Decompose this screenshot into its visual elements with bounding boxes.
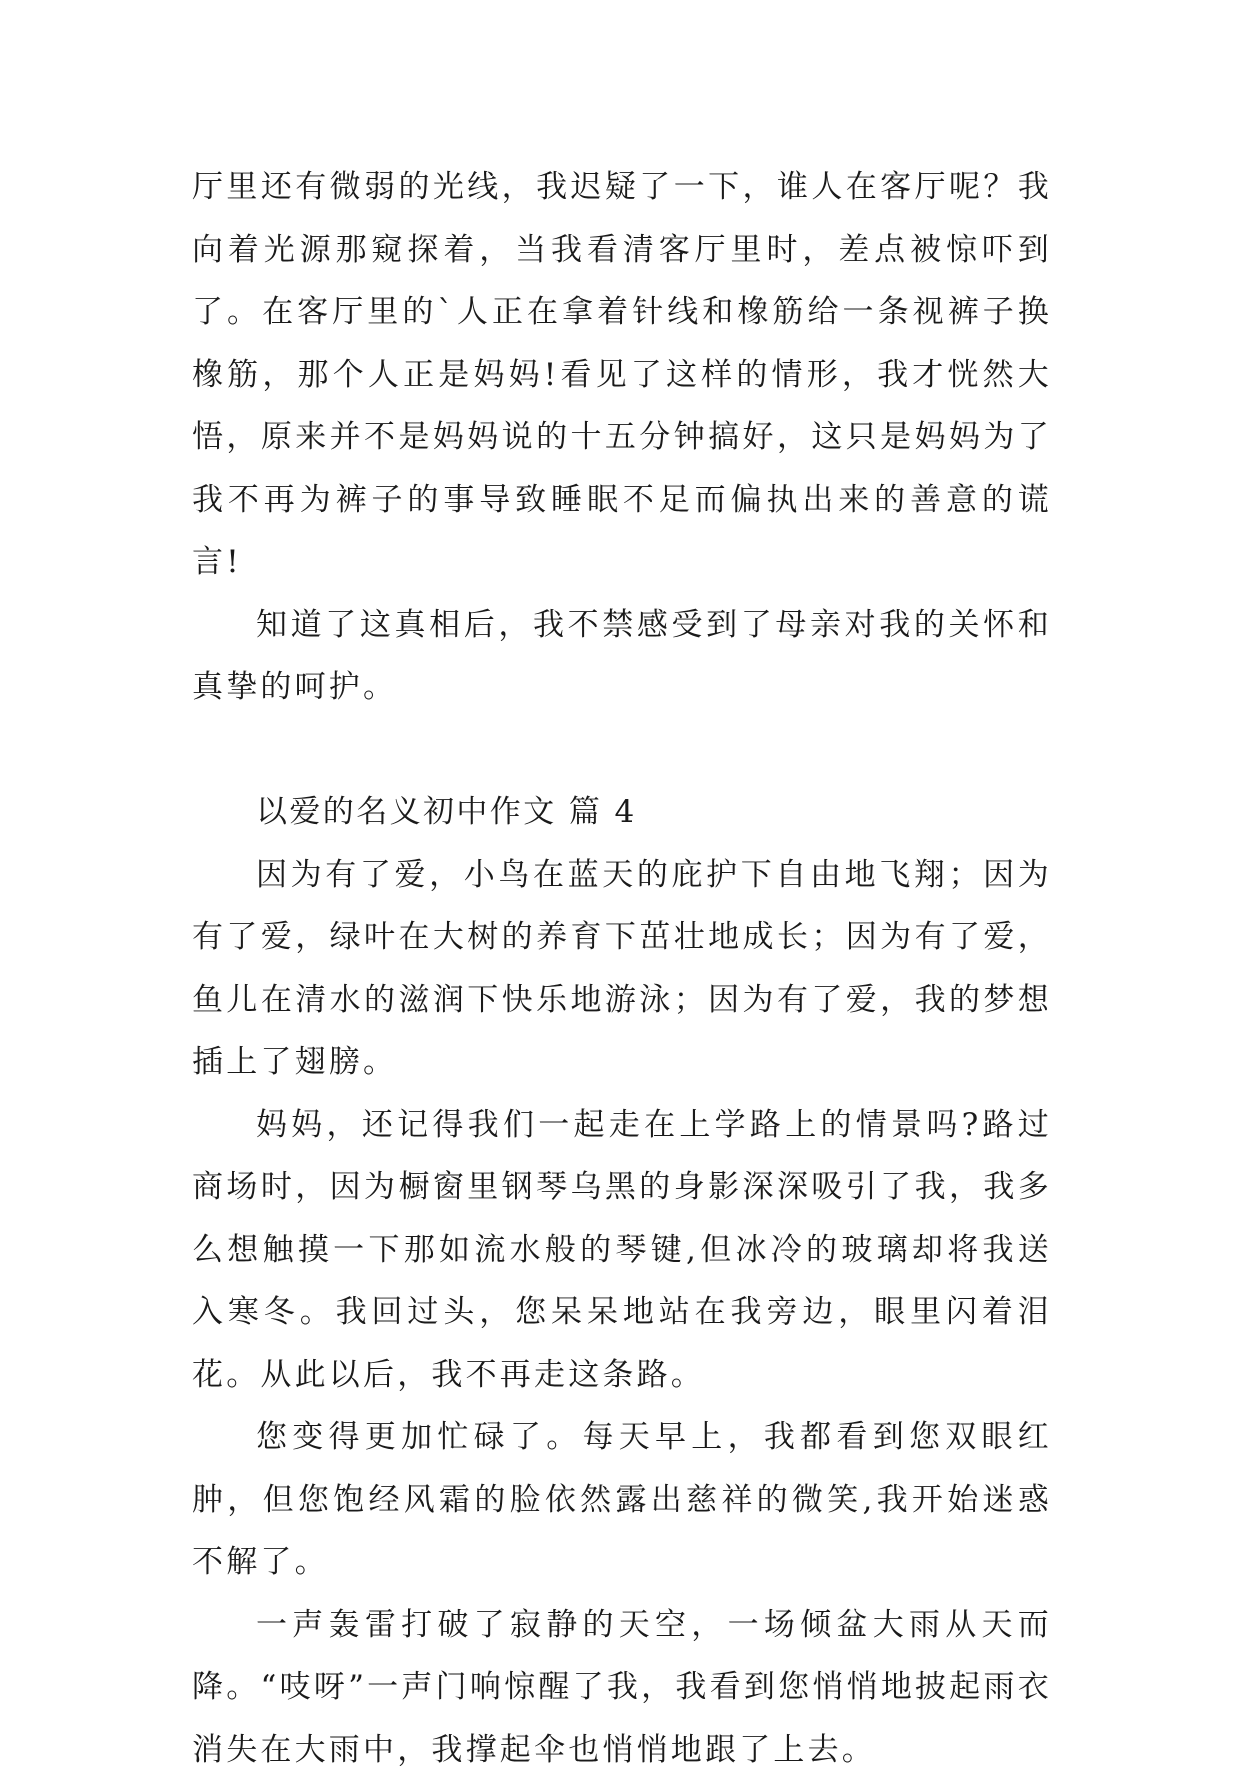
paragraph: 因为有了爱，小鸟在蓝天的庇护下自由地飞翔；因为有了爱，绿叶在大树的养育下茁壮地成长；因为有了爱，鱼儿在清水的滋润下快乐地游泳；因为有了爱，我的梦想插上了翅膀。 [192, 844, 1052, 1094]
paragraph: 厅里还有微弱的光线，我迟疑了一下，谁人在客厅呢？我向着光源那窥探着，当我看清客厅里时，差点被惊吓到了。在客厅里的`人正在拿着针线和橡筋给一条视裤子换橡筋，那个人正是妈妈!看见了这样的情形，我才恍然大悟，原来并不是妈妈说的十五分钟搞好，这只是妈妈为了我不再为裤子的事导致睡眠不足而偏执出来的善意的谎言! [192, 156, 1052, 594]
paragraph: 妈妈，还记得我们一起走在上学路上的情景吗?路过商场时，因为橱窗里钢琴乌黑的身影深深吸引了我，我多么想触摸一下那如流水般的琴键,但冰冷的玻璃却将我送入寒冬。我回过头，您呆呆地站在我旁边，眼里闪着泪花。从此以后，我不再走这条路。 [192, 1094, 1052, 1407]
paragraph: 一声轰雷打破了寂静的天空，一场倾盆大雨从天而降。“吱呀”一声门响惊醒了我，我看到您悄悄地披起雨衣消失在大雨中，我撑起伞也悄悄地跟了上去。 [192, 1594, 1052, 1781]
paragraph: 知道了这真相后，我不禁感受到了母亲对我的关怀和真挚的呵护。 [192, 594, 1052, 719]
paragraph: 您变得更加忙碌了。每天早上，我都看到您双眼红肿，但您饱经风霜的脸依然露出慈祥的微笑,我开始迷惑不解了。 [192, 1406, 1052, 1594]
document-body [192, 156, 1052, 1781]
paragraph-spacer [192, 719, 1052, 782]
section-title: 以爱的名义初中作文 篇 4 [192, 781, 1052, 844]
